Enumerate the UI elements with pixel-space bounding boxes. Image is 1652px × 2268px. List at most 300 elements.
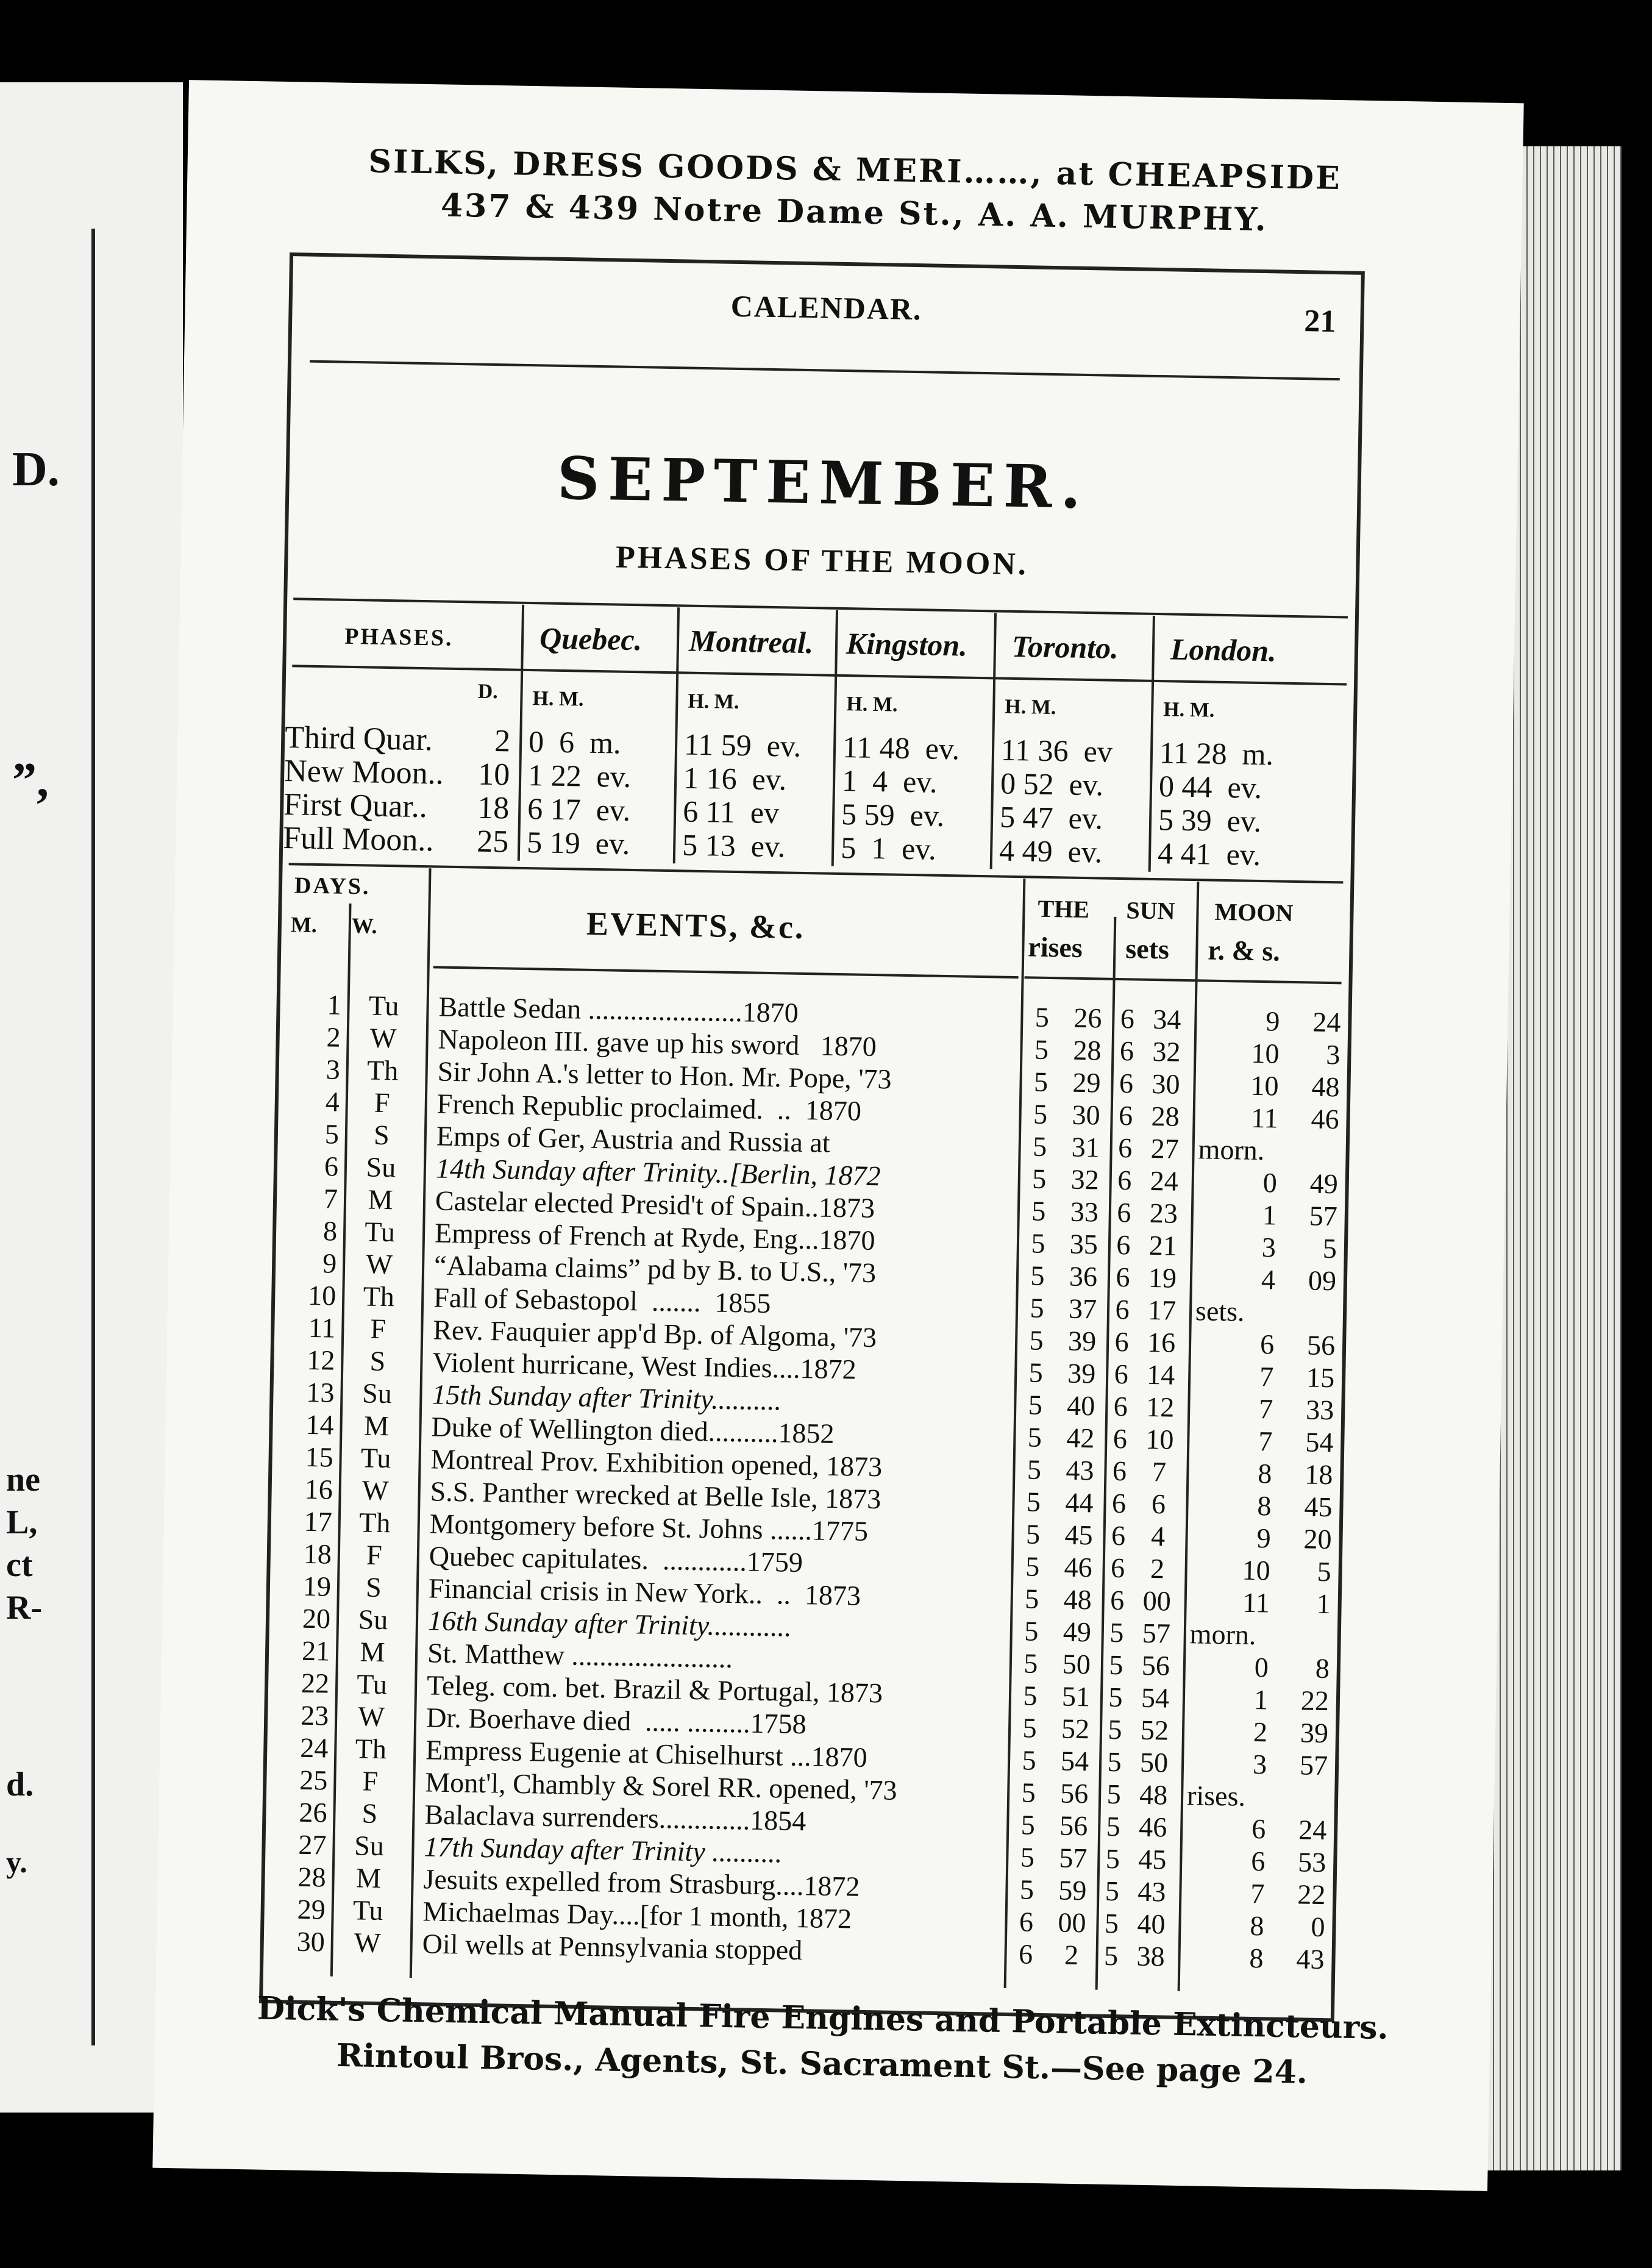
sunrise-hour: 5 (1021, 1777, 1036, 1808)
days-label: DAYS. (294, 872, 371, 900)
hm-label: H. M. (846, 693, 898, 716)
weekday: F (370, 1313, 386, 1345)
sunrise-hour: 5 (1025, 1550, 1040, 1582)
day-number: 6 (324, 1150, 339, 1182)
sunrise-minute: 00 (1058, 1906, 1086, 1939)
event-text: Castelar elected Presid't of Spain..1873 (435, 1185, 875, 1224)
sunset-minute: 16 (1147, 1326, 1176, 1358)
day-number: 22 (301, 1667, 330, 1699)
col-divider (518, 605, 524, 861)
day-number: 17 (304, 1505, 333, 1538)
event-text: Montgomery before St. Johns ......1775 (429, 1508, 869, 1547)
sunrise-minute: 26 (1073, 1002, 1102, 1034)
sunrise-minute: 54 (1060, 1745, 1089, 1777)
day-number: 10 (307, 1279, 336, 1311)
event-text: Empress of French at Ryde, Eng...1870 (434, 1217, 875, 1257)
phase-day: 2 (494, 724, 511, 759)
sunrise-minute: 45 (1064, 1519, 1094, 1551)
sunset-minute: 30 (1152, 1068, 1181, 1100)
sunrise-hour: 5 (1031, 1163, 1047, 1194)
sunrise-hour: 5 (1023, 1680, 1038, 1711)
sunrise-minute: 57 (1058, 1842, 1088, 1874)
sunset-hour: 5 (1106, 1810, 1121, 1842)
event-text: Financial crisis in New York.. .. 1873 (428, 1572, 861, 1611)
weekday: Th (363, 1280, 395, 1313)
moon-minute: 24 (1312, 1006, 1341, 1038)
sunrise-minute: 30 (1072, 1099, 1101, 1131)
weekday: F (374, 1086, 391, 1119)
sunrise-minute: 49 (1063, 1616, 1092, 1648)
moon-minute: 15 (1306, 1361, 1335, 1394)
weekday: M (360, 1636, 386, 1668)
phases-header-rule (292, 665, 1347, 685)
event-text: Emps of Ger, Austria and Russia at (436, 1120, 831, 1158)
moon-hour: 7 (1259, 1361, 1274, 1393)
event-text: “Alabama claims” pd by B. to U.S., '73 (433, 1249, 877, 1289)
sunset-minute: 12 (1145, 1391, 1175, 1423)
left-fragment: y. (6, 1845, 27, 1879)
sunrise-minute: 39 (1067, 1357, 1096, 1389)
day-number: 21 (301, 1635, 330, 1667)
sunrise-hour: 5 (1028, 1357, 1044, 1388)
event-text: Jesuits expelled from Strasburg....1872 (423, 1863, 860, 1902)
day-number: 3 (326, 1054, 341, 1085)
day-number: 15 (305, 1441, 334, 1473)
weekday: Th (366, 1054, 399, 1086)
phase-day: 10 (477, 757, 510, 793)
weekday: Su (361, 1377, 393, 1410)
city-montreal: Montreal. (688, 623, 814, 660)
sunset-minute: 4 (1150, 1521, 1166, 1552)
sunrise-hour: 5 (1024, 1583, 1039, 1614)
sunrise-hour: 5 (1030, 1260, 1045, 1291)
sunset-hour: 6 (1111, 1519, 1126, 1552)
sunrise-minute: 50 (1062, 1648, 1091, 1680)
day-number: 18 (303, 1538, 332, 1570)
phase-time: 6 11 ev (682, 794, 780, 830)
sunset-hour: 6 (1113, 1422, 1128, 1455)
event-text: 16th Sunday after Trinity............ (427, 1605, 792, 1642)
event-text: 17th Sunday after Trinity .......... (424, 1831, 783, 1869)
sunrise-minute: 43 (1066, 1454, 1094, 1486)
moon-minute: 09 (1308, 1264, 1337, 1297)
moon-hour: 3 (1261, 1232, 1276, 1263)
moon-minute: 48 (1311, 1071, 1340, 1103)
left-fragment: ”, (12, 754, 49, 807)
moon-minute: 53 (1297, 1846, 1326, 1878)
moon-label: MOON (1214, 897, 1294, 927)
moon-minute: 57 (1309, 1200, 1338, 1232)
event-text: Quebec capitulates. ............1759 (429, 1540, 803, 1578)
month-heading: SEPTEMBER. (557, 443, 1091, 522)
the-label: THE (1038, 894, 1090, 924)
sunrise-hour: 5 (1019, 1874, 1034, 1905)
day-number: 27 (298, 1828, 327, 1861)
moon-hour: 0 (1262, 1167, 1278, 1199)
phase-name: New Moon.. (283, 754, 444, 791)
sunset-minute: 54 (1141, 1681, 1170, 1714)
day-number: 16 (304, 1473, 333, 1505)
sunset-hour: 6 (1109, 1584, 1125, 1616)
phase-time: 11 59 ev. (683, 727, 802, 763)
sunrise-hour: 5 (1020, 1841, 1035, 1873)
moon-hour: 4 (1261, 1264, 1276, 1296)
weekday: Tu (360, 1442, 391, 1474)
moon-minute: 54 (1305, 1426, 1334, 1458)
weekday: W (366, 1248, 393, 1280)
day-number: 14 (305, 1408, 335, 1441)
sunset-hour: 6 (1114, 1325, 1130, 1358)
sunset-minute: 34 (1152, 1003, 1181, 1035)
phase-time: 4 49 ev. (999, 833, 1103, 869)
sunset-hour: 6 (1120, 1003, 1135, 1035)
moon-minute: 22 (1300, 1685, 1330, 1717)
weekday: Su (366, 1151, 396, 1183)
weekday: S (361, 1797, 378, 1829)
moon-minute: 33 (1305, 1394, 1334, 1426)
sunrise-minute: 28 (1073, 1034, 1102, 1066)
moon-minute: 43 (1296, 1943, 1325, 1975)
sunrise-minute: 51 (1061, 1680, 1091, 1713)
sunset-hour: 5 (1108, 1681, 1123, 1713)
moon-hour: 8 (1257, 1490, 1272, 1522)
sunrise-hour: 6 (1019, 1906, 1034, 1938)
rises-label: rises (1028, 931, 1083, 963)
moon-minute: 57 (1299, 1749, 1328, 1781)
phase-time: 11 48 ev. (842, 730, 960, 766)
event-text: French Republic proclaimed. .. 1870 (436, 1088, 862, 1127)
sunrise-hour: 5 (1023, 1647, 1038, 1679)
sunset-minute: 45 (1138, 1843, 1167, 1875)
sunrise-hour: 5 (1026, 1486, 1041, 1517)
weekday: M (368, 1183, 393, 1216)
m-label: M. (290, 912, 318, 938)
sunset-minute: 46 (1138, 1811, 1167, 1843)
weekday: S (373, 1119, 390, 1151)
moon-minute: 46 (1311, 1103, 1340, 1135)
moon-note: morn. (1198, 1133, 1265, 1166)
sunrise-hour: 5 (1034, 1033, 1049, 1065)
sunrise-minute: 46 (1064, 1551, 1093, 1583)
sunset-hour: 6 (1117, 1164, 1132, 1196)
left-facing-page (0, 82, 183, 2113)
left-fragment: d. (6, 1766, 34, 1803)
sunrise-minute: 2 (1064, 1939, 1079, 1971)
left-fragment: ct (6, 1546, 33, 1584)
day-number: 25 (299, 1764, 328, 1796)
day-number: 13 (306, 1376, 335, 1408)
city-quebec: Quebec. (539, 621, 643, 657)
sunset-minute: 43 (1137, 1875, 1166, 1908)
sunrise-hour: 5 (1034, 1001, 1050, 1033)
event-text: Teleg. com. bet. Brazil & Portugal, 1873 (426, 1669, 883, 1709)
moon-minute: 3 (1325, 1038, 1340, 1071)
day-number: 5 (324, 1118, 340, 1150)
day-number: 29 (297, 1893, 326, 1925)
weekday: Tu (364, 1216, 396, 1248)
weekday: Tu (352, 1894, 383, 1927)
sunset-minute: 24 (1150, 1164, 1179, 1197)
col-divider (990, 613, 997, 869)
sunrise-minute: 56 (1059, 1777, 1089, 1810)
sunset-minute: 57 (1142, 1617, 1171, 1649)
sunset-minute: 14 (1146, 1358, 1175, 1391)
phase-time: 11 28 m. (1159, 735, 1274, 772)
day-number: 28 (297, 1861, 327, 1893)
moon-minute: 0 (1311, 1911, 1325, 1943)
sunset-minute: 27 (1150, 1132, 1180, 1164)
event-text: Sir John A.'s letter to Hon. Mr. Pope, '73 (437, 1055, 892, 1095)
hm-label: H. M. (1162, 698, 1215, 722)
sunset-hour: 6 (1116, 1228, 1131, 1261)
day-number: 8 (322, 1215, 338, 1247)
moon-note: rises. (1186, 1780, 1246, 1812)
sunset-hour: 5 (1109, 1616, 1124, 1649)
sunrise-minute: 33 (1070, 1196, 1099, 1228)
sunset-minute: 00 (1142, 1585, 1172, 1617)
sunset-hour: 5 (1105, 1875, 1120, 1907)
sunset-hour: 5 (1108, 1713, 1123, 1746)
sets-label: sets (1125, 933, 1170, 965)
sunset-minute: 2 (1150, 1553, 1165, 1585)
col-divider (831, 610, 838, 866)
sunset-minute: 52 (1140, 1714, 1169, 1746)
left-fragment: L, (6, 1503, 38, 1541)
left-page-border (91, 229, 95, 2045)
sunrise-hour: 5 (1030, 1292, 1045, 1324)
moon-minute: 8 (1315, 1652, 1330, 1685)
sunrise-hour: 5 (1024, 1615, 1039, 1647)
calendar-page (152, 80, 1523, 2191)
moon-minute: 49 (1309, 1168, 1339, 1200)
weekday: Su (358, 1603, 388, 1636)
moon-hour: 3 (1252, 1749, 1267, 1780)
moon-hour: 7 (1250, 1877, 1265, 1910)
rs-label: r. & s. (1207, 934, 1281, 967)
phase-time: 5 39 ev. (1158, 802, 1262, 839)
day-number: 9 (322, 1247, 337, 1279)
phase-time: 5 1 ev. (840, 830, 937, 866)
weekday: M (363, 1410, 390, 1442)
sunrise-minute: 37 (1068, 1293, 1097, 1325)
day-number: 19 (302, 1570, 332, 1602)
moon-note: sets. (1195, 1295, 1245, 1327)
moon-minute: 5 (1322, 1232, 1337, 1264)
day-number: 1 (327, 989, 342, 1021)
moon-note: morn. (1189, 1618, 1256, 1651)
sunset-minute: 17 (1147, 1294, 1177, 1326)
sunset-hour: 6 (1113, 1390, 1128, 1422)
phases-top-rule (293, 597, 1348, 618)
moon-hour: 1 (1262, 1199, 1277, 1231)
sunrise-hour: 5 (1032, 1130, 1047, 1162)
moon-hour: 8 (1249, 1942, 1264, 1974)
sunset-hour: 6 (1111, 1487, 1127, 1519)
moon-hour: 0 (1254, 1652, 1269, 1683)
left-fragment: D. (12, 443, 60, 496)
sunrise-minute: 36 (1069, 1260, 1098, 1293)
phase-time: 1 16 ev. (683, 760, 787, 797)
weekday: Tu (368, 990, 399, 1022)
moon-hour: 6 (1251, 1813, 1266, 1845)
phase-time: 11 36 ev (1000, 732, 1113, 769)
event-text: S.S. Panther wrecked at Belle Isle, 1873 (430, 1475, 881, 1515)
moon-hour: 9 (1265, 1005, 1280, 1037)
sunset-hour: 6 (1119, 1035, 1134, 1067)
day-number: 20 (302, 1602, 331, 1635)
phase-time: 5 59 ev. (841, 797, 945, 833)
sunrise-minute: 56 (1059, 1810, 1088, 1842)
moon-hour: 10 (1242, 1554, 1271, 1586)
sunset-hour: 6 (1110, 1552, 1125, 1584)
sunrise-hour: 6 (1018, 1938, 1033, 1970)
weekday: S (365, 1571, 382, 1603)
sunrise-hour: 5 (1029, 1324, 1044, 1356)
sunrise-minute: 48 (1063, 1583, 1092, 1616)
moon-minute: 20 (1303, 1523, 1333, 1555)
sunrise-hour: 5 (1033, 1098, 1048, 1130)
hm-label: H. M. (532, 687, 584, 711)
sunset-hour: 6 (1115, 1293, 1130, 1325)
sunrise-minute: 35 (1069, 1228, 1098, 1260)
col-divider (673, 607, 680, 863)
sunrise-minute: 40 (1066, 1389, 1095, 1422)
city-toronto: Toronto. (1011, 629, 1119, 665)
phase-time: 0 44 ev. (1158, 769, 1262, 805)
moon-hour: 7 (1258, 1425, 1273, 1457)
sunrise-minute: 52 (1061, 1713, 1090, 1745)
page-number: 21 (1303, 304, 1336, 340)
phase-day: 18 (477, 790, 510, 826)
weekday: W (354, 1927, 381, 1959)
phase-time: 0 52 ev. (1000, 766, 1104, 802)
sunset-minute: 56 (1141, 1649, 1170, 1681)
calendar-frame (259, 252, 1365, 2022)
weekday: W (361, 1474, 389, 1507)
sunrise-minute: 39 (1067, 1325, 1097, 1357)
city-london: London. (1170, 632, 1277, 668)
sunset-hour: 6 (1114, 1358, 1129, 1390)
day-number: 23 (300, 1699, 329, 1731)
moon-minute: 1 (1316, 1588, 1331, 1620)
weekday: F (366, 1539, 383, 1571)
moon-hour: 11 (1242, 1586, 1270, 1619)
event-text: St. Matthew ....................... (427, 1637, 733, 1674)
sunset-minute: 38 (1136, 1940, 1166, 1972)
day-number: 24 (299, 1731, 329, 1764)
moon-hour: 10 (1251, 1037, 1280, 1069)
header-line-2: 437 & 439 Notre Dame St., A. A. MURPHY. (440, 187, 1269, 239)
day-number: 4 (325, 1086, 340, 1118)
day-number: 26 (299, 1796, 327, 1828)
sunset-minute: 21 (1148, 1229, 1178, 1261)
title-row (292, 280, 1361, 348)
w-label: W. (351, 913, 377, 938)
sunrise-hour: 5 (1027, 1421, 1042, 1453)
phase-time: 5 19 ev. (526, 825, 630, 861)
sunrise-hour: 5 (1020, 1809, 1036, 1841)
sunset-minute: 28 (1151, 1100, 1180, 1132)
weekday: M (355, 1862, 382, 1894)
event-text: Balaclava surrenders.............1854 (424, 1799, 806, 1837)
weekday: Su (354, 1830, 385, 1862)
divider (310, 360, 1340, 380)
sunrise-hour: 5 (1022, 1744, 1037, 1776)
footer-line-1: Dick's Chemical Manual Fire Engines and Portable Extincteurs. (257, 1989, 1389, 2047)
sunset-hour: 6 (1112, 1455, 1127, 1487)
phase-time: 0 6 m. (528, 724, 622, 760)
col-divider (1148, 616, 1155, 872)
weekday: S (369, 1345, 386, 1377)
phase-name: First Quar.. (283, 787, 428, 825)
sunrise-hour: 5 (1025, 1518, 1041, 1550)
moon-minute: 39 (1300, 1717, 1329, 1749)
hm-label: H. M. (1004, 695, 1056, 719)
calendar-title: CALENDAR. (730, 288, 923, 327)
sunrise-minute: 29 (1072, 1066, 1102, 1099)
event-text: Oil wells at Pennsylvania stopped (422, 1928, 803, 1966)
sunset-hour: 5 (1103, 1939, 1119, 1972)
event-text: Rev. Fauquier app'd Bp. of Algoma, '73 (432, 1314, 877, 1353)
footer-line-2: Rintoul Bros., Agents, St. Sacrament St.—See page 24. (336, 2036, 1308, 2091)
phase-time: 5 47 ev. (999, 799, 1103, 836)
sunset-minute: 40 (1137, 1908, 1166, 1940)
sunset-hour: 5 (1104, 1907, 1119, 1939)
weekday: Th (355, 1733, 387, 1765)
phases-label: PHASES. (344, 623, 454, 651)
event-text: Duke of Wellington died..........1852 (431, 1411, 835, 1449)
sunset-hour: 5 (1107, 1746, 1122, 1778)
phase-name: Third Quar. (284, 720, 433, 758)
sunset-minute: 23 (1149, 1197, 1178, 1229)
sunrise-minute: 31 (1071, 1131, 1100, 1163)
phase-name: Full Moon.. (282, 821, 434, 858)
sun-label: SUN (1126, 896, 1175, 925)
event-text: 14th Sunday after Trinity..[Berlin, 1872 (435, 1152, 881, 1192)
header-line-1: SILKS, DRESS GOODS & MERI……, at CHEAPSIDE (368, 143, 1342, 198)
sunset-hour: 5 (1108, 1649, 1123, 1681)
moon-minute: 18 (1304, 1458, 1333, 1491)
weekday: Th (358, 1507, 391, 1539)
moon-hour: 11 (1250, 1102, 1279, 1134)
sunset-hour: 6 (1116, 1261, 1130, 1293)
left-fragment: R- (6, 1589, 43, 1627)
phase-time: 1 4 ev. (841, 763, 938, 799)
day-number: 11 (308, 1311, 336, 1344)
sunrise-hour: 5 (1031, 1227, 1045, 1259)
sunrise-minute: 32 (1070, 1163, 1100, 1196)
sunrise-hour: 5 (1028, 1389, 1043, 1421)
event-text: Battle Sedan ......................1870 (438, 991, 799, 1029)
phases-title: PHASES OF THE MOON. (615, 540, 1029, 582)
weekday: W (369, 1022, 397, 1054)
sunrise-hour: 5 (1022, 1712, 1038, 1744)
weekday: Tu (356, 1668, 388, 1700)
phase-time: 1 22 ev. (527, 758, 632, 794)
weekday: F (362, 1765, 379, 1797)
sunrise-hour: 5 (1031, 1195, 1046, 1227)
moon-hour: 6 (1250, 1845, 1266, 1877)
event-text: Fall of Sebastopol ....... 1855 (433, 1282, 771, 1319)
day-number: 12 (307, 1344, 335, 1376)
events-header-rule (433, 966, 1019, 979)
moon-minute: 56 (1306, 1329, 1336, 1361)
moon-hour: 7 (1258, 1393, 1273, 1425)
sunrise-minute: 59 (1058, 1874, 1087, 1906)
phase-day: 25 (476, 824, 509, 860)
sunset-minute: 6 (1151, 1488, 1166, 1520)
hm-label: H. M. (688, 690, 739, 714)
